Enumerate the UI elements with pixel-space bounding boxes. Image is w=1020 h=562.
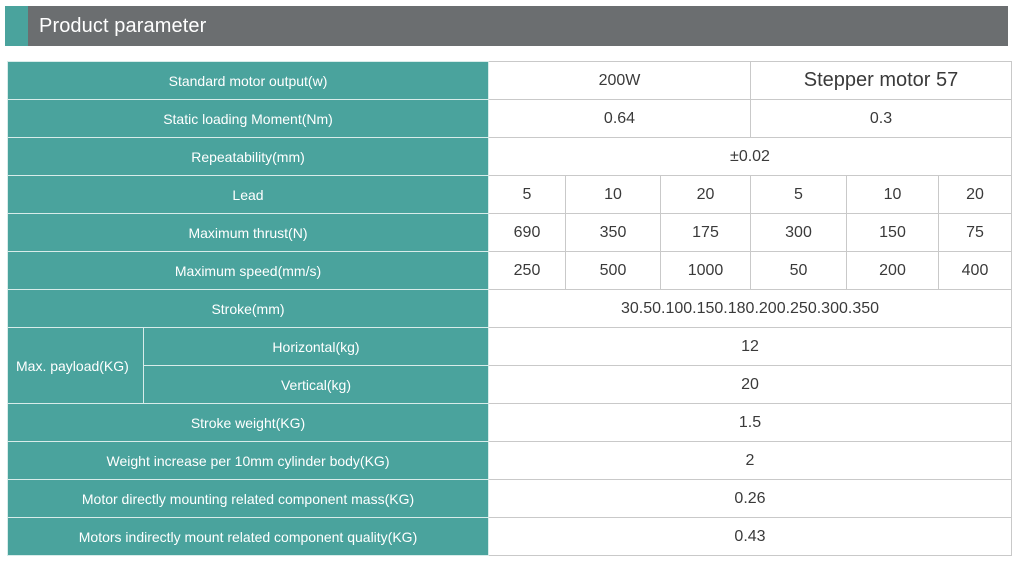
row-motor-indirect [8,518,1012,556]
label-vertical: Vertical(kg) [144,366,489,404]
label-lead: Lead [8,176,489,214]
row-stroke [8,290,1012,328]
value-horizontal: 12 [489,328,1012,366]
cell-speed: 250 [489,252,566,290]
row-repeatability [8,138,1012,176]
value-stepper-output: Stepper motor 57 [751,62,1012,100]
row-lead [8,176,1012,214]
cell-lead: 10 [847,176,939,214]
row-max-thrust [8,214,1012,252]
value-stroke: 30.50.100.150.180.200.250.300.350 [489,290,1012,328]
cell-speed: 50 [751,252,847,290]
cell-thrust: 175 [661,214,751,252]
value-motor-indirect: 0.43 [489,518,1012,556]
row-weight-increase [8,442,1012,480]
cell-thrust: 150 [847,214,939,252]
value-weight-increase: 2 [489,442,1012,480]
section-header [5,6,1008,46]
cell-thrust: 350 [566,214,661,252]
cell-speed: 1000 [661,252,751,290]
section-title: Product parameter [39,14,207,37]
cell-lead: 20 [939,176,1012,214]
value-vertical: 20 [489,366,1012,404]
cell-lead: 5 [751,176,847,214]
cell-speed: 500 [566,252,661,290]
label-stroke: Stroke(mm) [8,290,489,328]
label-max-payload: Max. payload(KG) [8,328,144,404]
value-servo-output: 200W [489,62,751,100]
row-stroke-weight [8,404,1012,442]
value-stroke-weight: 1.5 [489,404,1012,442]
label-max-speed: Maximum speed(mm/s) [8,252,489,290]
label-repeatability: Repeatability(mm) [8,138,489,176]
label-weight-increase: Weight increase per 10mm cylinder body(KG) [8,442,489,480]
label-stroke-weight: Stroke weight(KG) [8,404,489,442]
label-motor-indirect: Motors indirectly mount related component quality(KG) [8,518,489,556]
cell-speed: 400 [939,252,1012,290]
cell-lead: 10 [566,176,661,214]
row-payload-horizontal [8,328,1012,366]
label-static-moment: Static loading Moment(Nm) [8,100,489,138]
row-static-moment [8,100,1012,138]
cell-lead: 5 [489,176,566,214]
label-motor-output: Standard motor output(w) [8,62,489,100]
row-motor-output [8,62,1012,100]
cell-thrust: 75 [939,214,1012,252]
cell-thrust: 690 [489,214,566,252]
label-motor-direct: Motor directly mounting related component mass(KG) [8,480,489,518]
cell-lead: 20 [661,176,751,214]
value-repeatability: ±0.02 [489,138,1012,176]
row-motor-direct [8,480,1012,518]
label-max-thrust: Maximum thrust(N) [8,214,489,252]
header-accent-bar [5,6,28,46]
row-payload-vertical [8,366,1012,404]
label-horizontal: Horizontal(kg) [144,328,489,366]
cell-thrust: 300 [751,214,847,252]
value-motor-direct: 0.26 [489,480,1012,518]
value-stepper-moment: 0.3 [751,100,1012,138]
cell-speed: 200 [847,252,939,290]
value-servo-moment: 0.64 [489,100,751,138]
product-parameter-table [7,61,1012,556]
row-max-speed [8,252,1012,290]
